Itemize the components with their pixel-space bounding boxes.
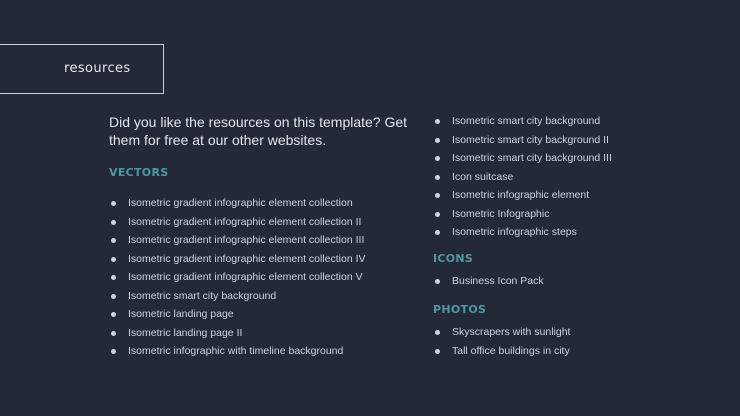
bullet-icon — [111, 331, 116, 336]
list-item[interactable] — [433, 342, 733, 361]
vectors-heading: VECTORS — [109, 166, 169, 179]
list-item[interactable] — [433, 168, 733, 187]
bullet-icon — [435, 212, 440, 217]
list-item[interactable] — [109, 305, 409, 324]
list-item-label: Business Icon Pack — [452, 274, 544, 287]
list-item[interactable] — [433, 272, 733, 291]
list-item-label: Isometric Infographic — [452, 207, 550, 220]
bullet-icon — [111, 349, 116, 354]
list-item[interactable] — [433, 323, 733, 342]
list-item[interactable] — [109, 287, 409, 306]
list-item-label: Isometric gradient infographic element collection V — [128, 271, 363, 283]
list-item[interactable] — [433, 223, 733, 242]
list-item-label: Isometric smart city background III — [452, 152, 612, 164]
left-column — [109, 166, 409, 361]
bullet-icon — [435, 175, 440, 180]
list-item-label: Isometric gradient infographic element collection — [128, 197, 353, 209]
right-column — [433, 112, 733, 360]
list-item-label: Icon suitcase — [452, 170, 514, 183]
list-item[interactable] — [109, 213, 409, 232]
bullet-icon — [435, 349, 440, 354]
list-item-label: Isometric smart city background — [128, 289, 277, 302]
list-item-label: Isometric gradient infographic element collection IV — [128, 252, 366, 265]
bullet-icon — [111, 275, 116, 280]
list-item[interactable] — [109, 231, 409, 250]
list-item[interactable] — [433, 205, 733, 224]
bullet-icon — [111, 238, 116, 243]
list-item-label: Isometric landing page II — [128, 326, 243, 339]
list-item[interactable] — [433, 186, 733, 205]
list-item-label: Isometric infographic steps — [452, 226, 577, 238]
list-item-label: Skyscrapers with sunlight — [452, 326, 571, 338]
vectors-list-continued — [433, 112, 733, 242]
list-item-label: Tall office buildings in city — [452, 344, 570, 357]
list-item[interactable] — [109, 250, 409, 269]
list-item[interactable] — [433, 149, 733, 168]
list-item[interactable] — [109, 342, 409, 361]
bullet-icon — [111, 201, 116, 206]
list-item-label: Isometric smart city background II — [452, 133, 609, 146]
title-box — [0, 44, 164, 94]
icons-list — [433, 272, 733, 291]
bullet-icon — [111, 294, 116, 299]
icons-heading: ICONS — [433, 251, 474, 265]
bullet-icon — [111, 312, 116, 317]
bullet-icon — [435, 193, 440, 198]
bullet-icon — [111, 220, 116, 225]
slide-title: resources — [64, 61, 131, 76]
list-item[interactable] — [433, 112, 733, 131]
list-item[interactable] — [109, 268, 409, 287]
list-item-label: Isometric gradient infographic element collection II — [128, 215, 362, 228]
bullet-icon — [435, 119, 440, 124]
bullet-icon — [435, 330, 440, 335]
vectors-list — [109, 194, 409, 361]
bullet-icon — [111, 257, 116, 262]
photos-list — [433, 323, 733, 360]
list-item-label: Isometric smart city background — [452, 115, 601, 127]
list-item-label: Isometric landing page — [128, 308, 234, 320]
photos-heading: PHOTOS — [433, 303, 487, 316]
intro-text: Did you like the resources on this template? Get them for free at our other websites. — [109, 114, 408, 148]
list-item-label: Isometric infographic with timeline background — [128, 345, 344, 357]
list-item[interactable] — [433, 131, 733, 150]
bullet-icon — [435, 138, 440, 143]
bullet-icon — [435, 156, 440, 161]
bullet-icon — [435, 230, 440, 235]
list-item[interactable] — [109, 194, 409, 213]
list-item-label: Isometric gradient infographic element collection III — [128, 234, 365, 246]
bullet-icon — [435, 279, 440, 284]
list-item-label: Isometric infographic element — [452, 189, 590, 201]
list-item[interactable] — [109, 324, 409, 343]
